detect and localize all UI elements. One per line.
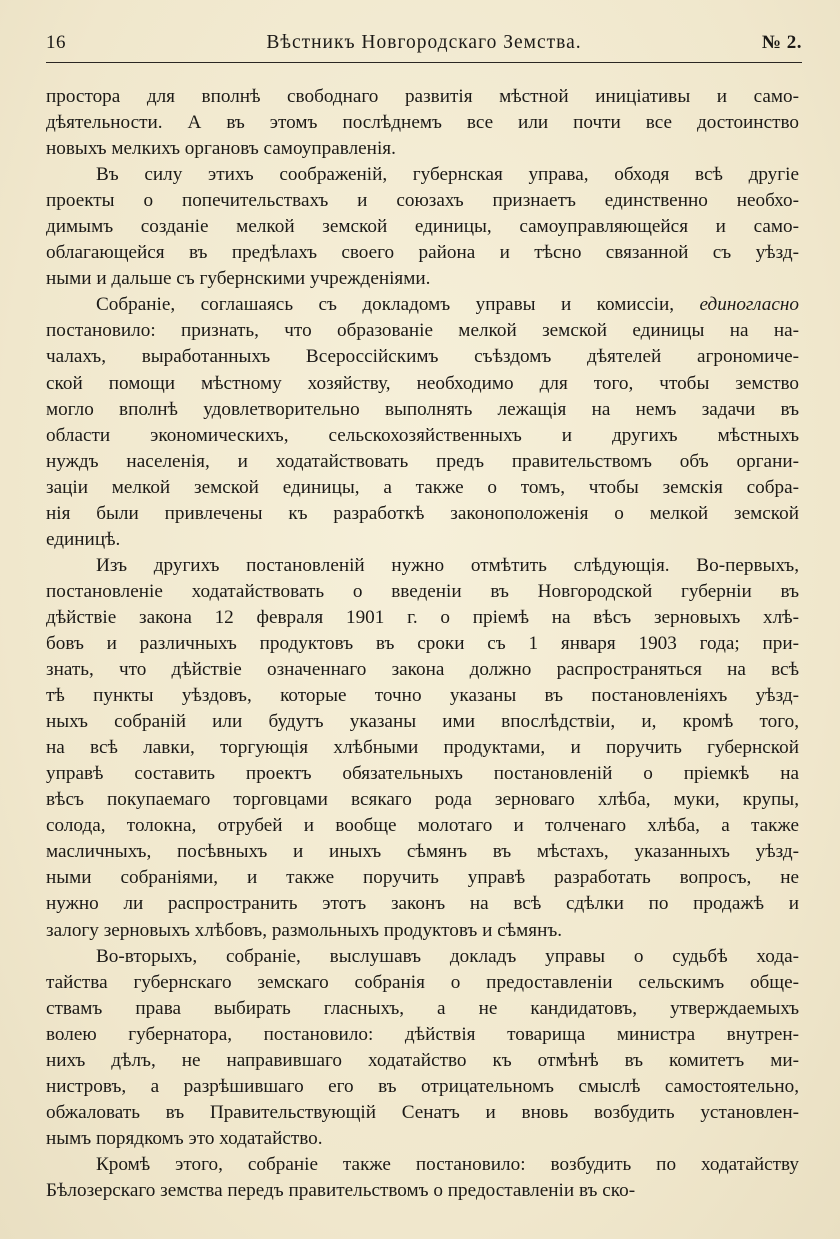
paragraph bbox=[46, 553, 799, 944]
paragraph bbox=[46, 292, 799, 552]
paragraph bbox=[46, 944, 799, 1152]
paragraph bbox=[46, 162, 799, 292]
text-line: нія были привлечены къ разработкѣ законоположенія о мелкой земской bbox=[46, 502, 799, 524]
text-line: Въ силу этихъ соображеній, губернская управа, обходя всѣ другіе bbox=[96, 164, 799, 186]
text-line: новыхъ мелкихъ органовъ самоуправленія. bbox=[46, 138, 396, 160]
text-line: ными и дальше съ губернскими учрежденіями. bbox=[46, 268, 431, 290]
text-line: ствамъ права выбирать гласныхъ, а не кандидатовъ, утверждаемыхъ bbox=[46, 997, 799, 1019]
text-line: области экономическихъ, сельскохозяйственныхъ и другихъ мѣстныхъ bbox=[46, 424, 799, 446]
text-line: Во-вторыхъ, собраніе, выслушавъ докладъ управы о судьбѣ хода- bbox=[96, 945, 799, 967]
text-line: нихъ дѣлъ, не направившаго ходатайство къ отмѣнѣ въ комитетъ ми- bbox=[46, 1049, 799, 1071]
text-line: Бѣлозерскаго земства передъ правительствомъ о предоставленіи въ ско- bbox=[46, 1179, 636, 1201]
article-body bbox=[46, 84, 799, 1204]
text-line: дѣятельности. А въ этомъ послѣднемъ все или почти все достоинство bbox=[46, 112, 799, 134]
text-line: знать, что дѣйствіе означеннаго закона должно распространяться на всѣ bbox=[46, 659, 799, 681]
text-line: управѣ составить проектъ обязательныхъ постановленій о пріемкѣ на bbox=[46, 763, 799, 785]
text-line: ными собраніями, и также поручить управѣ разработать вопросъ, не bbox=[46, 867, 799, 889]
paragraph bbox=[46, 1152, 799, 1204]
text-line: ской помощи мѣстному хозяйству, необходимо для того, чтобы земство bbox=[46, 372, 799, 394]
journal-title: Вѣстникъ Новгородскаго Земства. bbox=[266, 32, 582, 53]
text-line: димымъ созданіе мелкой земской единицы, самоуправляющейся и само- bbox=[46, 216, 799, 238]
text-line: Собраніе, соглашаясь съ докладомъ управы и комиссіи, единогласно bbox=[96, 294, 799, 316]
page-number: 16 bbox=[46, 32, 66, 53]
text-line: нужно ли распространить этотъ законъ на всѣ сдѣлки по продажѣ и bbox=[46, 893, 799, 915]
text-line: солода, толокна, отрубей и вообще молотаго и толченаго хлѣба, а также bbox=[46, 815, 799, 837]
text-line: тѣ пункты уѣздовъ, которые точно указаны въ постановленіяхъ уѣзд- bbox=[46, 685, 799, 707]
issue-number: № 2. bbox=[761, 32, 802, 53]
text-line: проекты о попечительствахъ и союзахъ признаетъ единственно необхо- bbox=[46, 190, 799, 212]
text-line: постановило: признать, что образованіе мелкой земской единицы на на- bbox=[46, 320, 799, 342]
text-line: нистровъ, а разрѣшившаго его въ отрицательномъ смыслѣ самостоятельно, bbox=[46, 1075, 799, 1097]
text-line: дѣйствіе закона 12 февраля 1901 г. о пріемѣ на вѣсъ зерновыхъ хлѣ- bbox=[46, 606, 799, 628]
text-line: Кромѣ этого, собраніе также постановило: возбудить по ходатайству bbox=[96, 1153, 799, 1175]
text-line: залогу зерновыхъ хлѣбовъ, размольныхъ продуктовъ и сѣмянъ. bbox=[46, 919, 563, 941]
text-line: масличныхъ, посѣвныхъ и иныхъ сѣмянъ въ мѣстахъ, указанныхъ уѣзд- bbox=[46, 841, 799, 863]
text-line: единицѣ. bbox=[46, 528, 121, 550]
text-line: облагающейся въ предѣлахъ своего района и тѣсно связанной съ уѣзд- bbox=[46, 242, 799, 264]
text-line: ныхъ собраній или будутъ указаны ими впослѣдствіи, и, кромѣ того, bbox=[46, 711, 799, 733]
text-line: постановленіе ходатайствовать о введеніи въ Новгородской губерніи въ bbox=[46, 580, 799, 602]
text-line: заціи мелкой земской единицы, а также о томъ, чтобы земскія собра- bbox=[46, 476, 799, 498]
text-line: волею губернатора, постановило: дѣйствія товарища министра внутрен- bbox=[46, 1023, 799, 1045]
text-line: Изъ другихъ постановленій нужно отмѣтить слѣдующія. Во-первыхъ, bbox=[96, 554, 799, 576]
text-line: нуждъ населенія, и ходатайствовать предъ правительствомъ объ органи- bbox=[46, 450, 799, 472]
text-line: обжаловать въ Правительствующій Сенатъ и вновь возбудить установлен- bbox=[46, 1101, 799, 1123]
text-line: могло вполнѣ удовлетворительно выполнять лежащія на немъ задачи въ bbox=[46, 398, 799, 420]
text-line: бовъ и различныхъ продуктовъ въ сроки съ 1 января 1903 года; при- bbox=[46, 632, 799, 654]
text-line: нымъ порядкомъ это ходатайство. bbox=[46, 1127, 323, 1149]
text-line: вѣсъ покупаемаго торговцами всякаго рода зерноваго хлѣба, муки, крупы, bbox=[46, 789, 799, 811]
paragraph bbox=[46, 84, 799, 162]
text-line: тайства губернскаго земскаго собранія о предоставленіи сельскимъ обще- bbox=[46, 971, 799, 993]
text-line: простора для вполнѣ свободнаго развитія мѣстной иниціативы и само- bbox=[46, 86, 799, 107]
text-line: на всѣ лавки, торгующія хлѣбными продуктами, и поручить губернской bbox=[46, 737, 799, 759]
page-header bbox=[46, 30, 802, 63]
text-line: чалахъ, выработанныхъ Всероссійскимъ съѣздомъ дѣятелей агрономиче- bbox=[46, 346, 799, 368]
